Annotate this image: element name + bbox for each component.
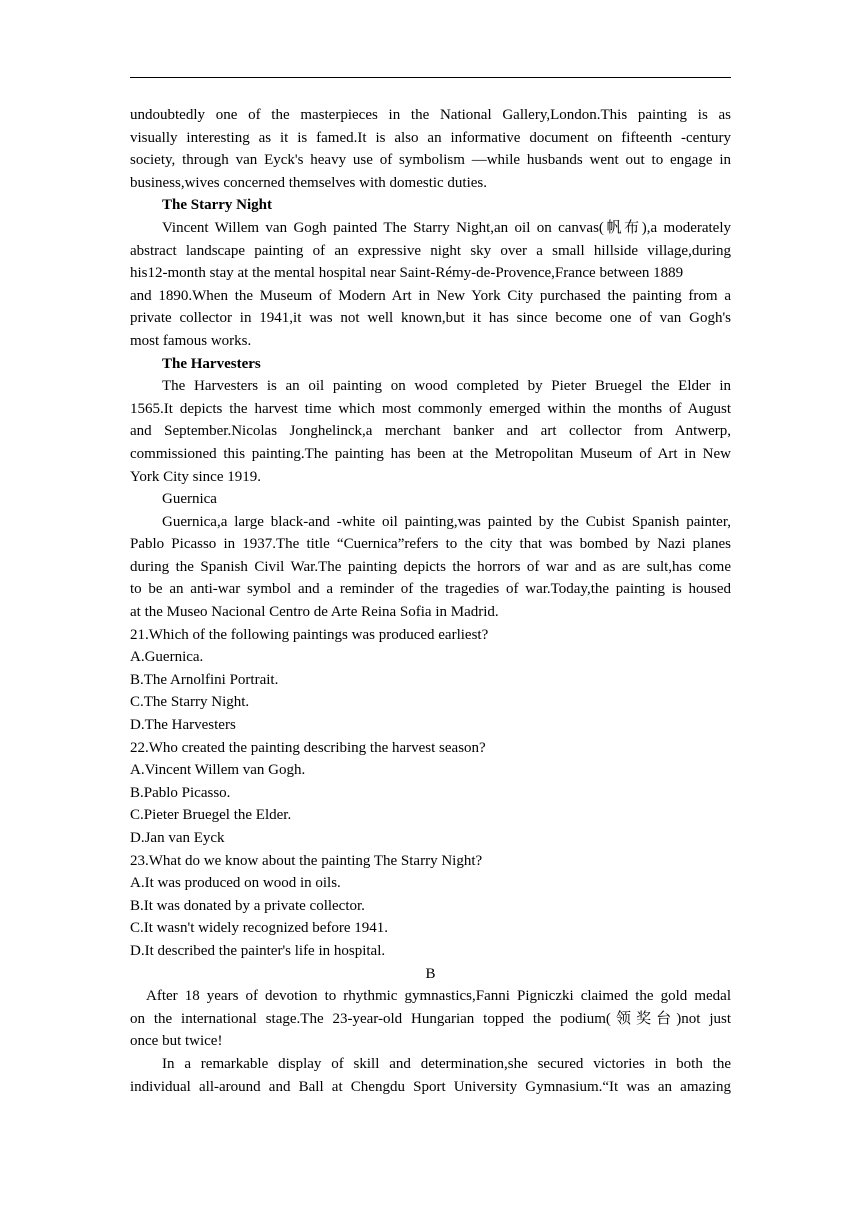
question-list: [130, 624, 731, 963]
text-line: on the international stage.The 23-year-old Hungarian topped the podium(领奖台)not just: [130, 1010, 731, 1027]
text-line: most famous works.: [130, 332, 252, 349]
paragraph-arnolfini-continued: [130, 104, 731, 194]
option-21a: A.Guernica.: [130, 649, 204, 666]
text-line: at the Museo Nacional Centro de Arte Reina Sofia in Madrid.: [130, 604, 499, 621]
paragraph-starry-night: [130, 217, 731, 353]
text-line: 1565.It depicts the harvest time which most commonly emerged within the months of August: [130, 400, 731, 417]
option-23d: D.It described the painter's life in hospital.: [130, 942, 386, 959]
text-line: private collector in 1941,it was not well known,but it has since become one of van Gogh's: [130, 310, 731, 327]
text-line: business,wives concerned themselves with domestic duties.: [130, 174, 488, 191]
text-line: York City since 1919.: [130, 468, 261, 485]
heading-harvesters: The Harvesters: [162, 355, 261, 372]
section-label-b: B: [425, 965, 436, 982]
heading-guernica: Guernica: [162, 491, 217, 508]
option-22d: D.Jan van Eyck: [130, 830, 225, 846]
text-line: society, through van Eyck's heavy use of symbolism —while husbands went out to engage in: [130, 152, 731, 169]
text-line: Pablo Picasso in 1937.The title “Cuernica”refers to the city that was bombed by Nazi planes: [130, 536, 731, 553]
text-line: and September.Nicolas Jonghelinck,a merchant banker and art collector from Antwerp,: [130, 423, 731, 440]
option-21d: D.The Harvesters: [130, 717, 236, 734]
option-21b: B.The Arnolfini Portrait.: [130, 671, 279, 688]
text-line: commissioned this painting.The painting has been at the Metropolitan Museum of Art in New: [130, 445, 731, 462]
option-23b: B.It was donated by a private collector.: [130, 897, 365, 914]
text-line: during the Spanish Civil War.The painting depicts the horrors of war and as are sult,has come: [130, 558, 731, 575]
heading-starry-night: The Starry Night: [162, 197, 272, 214]
text-line: abstract landscape painting of an expressive night sky over a small hillside village,during: [130, 242, 731, 259]
text-line: once but twice!: [130, 1033, 223, 1050]
text-column: [130, 104, 731, 1098]
text-line: to be an anti-war symbol and a reminder of the tragedies of war.Today,the painting is housed: [130, 581, 731, 598]
text-line: In a remarkable display of skill and determination,she secured victories in both the: [162, 1055, 731, 1072]
paragraph-b-2: [130, 1053, 731, 1098]
text-line: and 1890.When the Museum of Modern Art in New York City purchased the painting from a: [130, 287, 731, 304]
text-line: undoubtedly one of the masterpieces in the National Gallery,London.This painting is as: [130, 107, 731, 123]
option-23c: C.It wasn't widely recognized before 1941.: [130, 920, 389, 937]
option-21c: C.The Starry Night.: [130, 694, 250, 711]
paragraph-guernica: [130, 511, 731, 624]
text-line: Guernica,a large black-and -white oil painting,was painted by the Cubist Spanish painter,: [162, 513, 731, 530]
question-22: 22.Who created the painting describing the harvest season?: [130, 739, 486, 756]
header-rule: [130, 77, 731, 78]
question-21: 21.Which of the following paintings was produced earliest?: [130, 626, 489, 643]
option-22c: C.Pieter Bruegel the Elder.: [130, 807, 292, 824]
paragraph-b-1: [130, 985, 731, 1053]
paragraph-harvesters: [130, 375, 731, 488]
question-23: 23.What do we know about the painting The Starry Night?: [130, 852, 483, 869]
option-22b: B.Pablo Picasso.: [130, 784, 231, 801]
option-22a: A.Vincent Willem van Gogh.: [130, 762, 306, 779]
text-line: Vincent Willem van Gogh painted The Starry Night,an oil on canvas(帆布),a moderately: [162, 219, 731, 236]
text-line: After 18 years of devotion to rhythmic gymnastics,Fanni Pigniczki claimed the gold medal: [146, 988, 731, 1005]
option-23a: A.It was produced on wood in oils.: [130, 875, 341, 892]
text-line: visually interesting as it is famed.It is also an informative document on fifteenth -century: [130, 129, 731, 146]
text-line: The Harvesters is an oil painting on wood completed by Pieter Bruegel the Elder in: [162, 378, 731, 395]
text-line: individual all-around and Ball at Chengdu Sport University Gymnasium.“It was an amazing: [130, 1078, 731, 1095]
text-line: his12-month stay at the mental hospital near Saint-Rémy-de-Provence,France between 1889: [130, 265, 684, 282]
